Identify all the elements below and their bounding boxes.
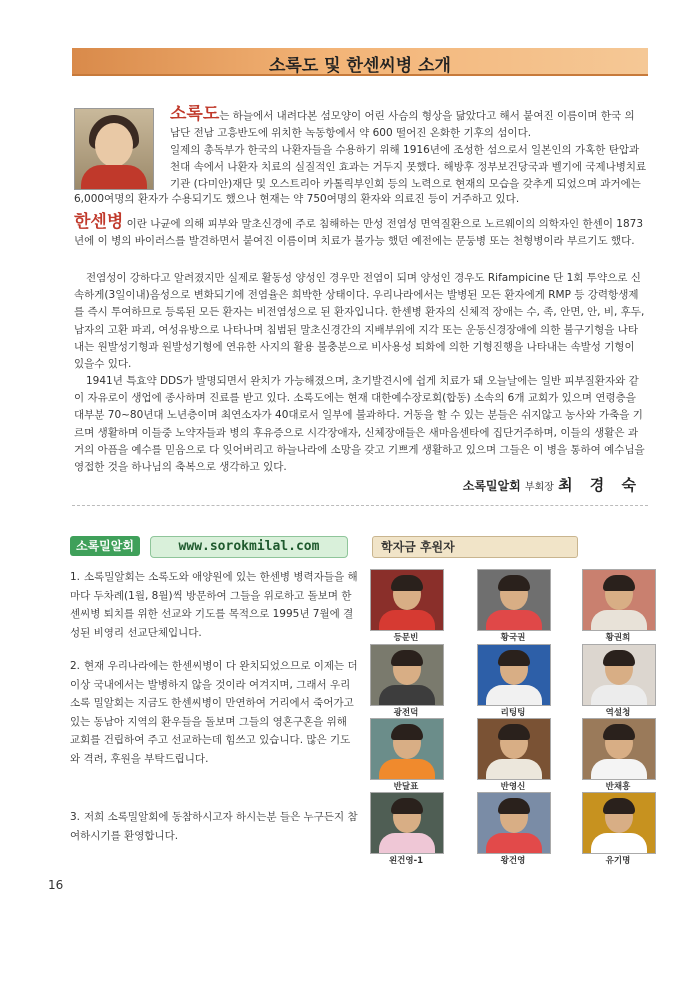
- page-number: 16: [48, 878, 64, 892]
- sponsor-photo: [477, 718, 551, 780]
- sponsor-name: 역설청: [605, 708, 631, 718]
- signature: 소록밀알회 부회장 최 경 숙: [462, 476, 642, 494]
- page-title: 소록도 및 한센씨병 소개: [269, 56, 451, 76]
- page-title-bar: [72, 48, 648, 76]
- org-tag: 소록밀알회: [70, 536, 140, 556]
- sponsor-name: 반영신: [500, 782, 526, 792]
- sponsor-photo: [582, 792, 656, 854]
- sponsor-photo: [370, 644, 444, 706]
- sponsor-photo: [477, 644, 551, 706]
- sponsor-photo: [477, 569, 551, 631]
- sponsor-name: 황권희: [605, 633, 631, 643]
- sponsor-name: 왼건영-1: [388, 856, 424, 866]
- highlight-sorokdo: 소록도: [170, 104, 220, 124]
- author-photo: [74, 108, 154, 190]
- sponsor-name: 등문빈: [393, 633, 419, 643]
- contagion-paragraph: 전염성이 강하다고 알려졌지만 실제로 활동성 양성인 경우만 전염이 되며 양성인 경우도 Rifampicine 단 1회 투약으로 신속하게(3일이내)음성으로 변화되기에 전염율은 희박한 상태이다. 우리나라에서는 발병된 모든 환자에게 RMP 등 강력항생제를 즉시 투여하므로 등록된 모든 환자는 비전염성으로 된 환자입니다. 한센병 환자의 신체적 장애는 수, 족, 안면, 안, 비, 후두, 남자의 고환 파괴, 여성유방으로 나타나며 침범된 말초신경간의 지배부위에 지각 또는 운동신경장애에 의한 불구기형을 나타내는 원발성기형과 원발성기형에 연유한 사지의 활용 불충분으로 비사용성 퇴화에 의한 기형진행을 나타내는 속발성 기형이 있을수 있다.: [74, 272, 645, 371]
- hansen-paragraph: 한센병 이란 나균에 의해 피부와 말초신경에 주로 침해하는 만성 전염성 면역질환으로 노르웨이의 의학자인 한센이 1873년에 이 병의 바이러스를 발견하면서 붙여진 이름이며 치료가 불가능 했던 예전에는 문둥병 또는 천형병이라 부르기도 했다.: [74, 212, 644, 248]
- highlight-hansen: 한센병: [74, 212, 124, 232]
- intro-paragraph-1: 소록도는 하늘에서 내려다본 섬모양이 어린 사슴의 형상을 닮았다고 해서 붙여진 이름이며 한국 의 남단 전남 고흥반도에 위치한 녹동항에서 약 600 떨어진 온화한 기후의 섬이다.: [170, 104, 635, 140]
- list-item: 1. 소록밀알회는 소록도와 애양원에 있는 한센병 병력자들을 해마다 두차례(1월, 8월)씩 방문하여 그들을 위로하고 돌보며 한센씨병 퇴치를 위한 선교와 기도를 목적으로 1995년 7월에 결성된 비영리 선교단체입니다.: [70, 571, 358, 639]
- sponsor-name: 리팅팅: [500, 708, 526, 718]
- sponsor-photo: [370, 569, 444, 631]
- sponsor-name: 광전덕: [393, 708, 419, 718]
- sponsor-name: 반채흥: [605, 782, 631, 792]
- list-item: 3. 저희 소록밀알회에 동참하시고자 하시는분 들은 누구든지 참여하시기를 환영합니다.: [70, 811, 358, 842]
- intro-paragraph-2-end: 6,000여명의 환자가 수용되기도 했으나 현재는 약 750여명의 환자와 의료진 등이 거주하고 있다.: [74, 193, 520, 205]
- intro-paragraph-2a: 일제의 총독부가 한국의 나환자들을 수용하기 위해 1916년에 조성한 섬으로서 일본인의 가혹한 탄압과 천대 속에서 나환자 치료의 실질적인 효과는 거두지 못했다. 해방후 정부보건당국과 벨기에 국제나병치료기관 (다미안)재단 및 오스트리아 카톨릭부인회 등의 노력으로 현재의 모습을 갖추게 되었으며 과거에는: [170, 144, 647, 191]
- sponsor-photo: [582, 644, 656, 706]
- sponsor-name: 반달표: [393, 782, 419, 792]
- section-divider: [72, 505, 648, 506]
- sponsors-tag: 학자금 후원자: [372, 536, 578, 558]
- sponsor-photo: [582, 718, 656, 780]
- sponsor-photo: [477, 792, 551, 854]
- sponsor-photo: [582, 569, 656, 631]
- dds-paragraph: 1941년 특효약 DDS가 발명되면서 완치가 가능해졌으며, 초기발견시에 쉽게 치료가 돼 오늘날에는 일반 피부질환자와 같이 자유로이 생업에 종사하며 진료를 받고 있다. 소록도에는 현재 대한예수장로회(합동) 소속의 6개 교회가 있으며 연령층을 대부분 70~80년대 노년층이며 최연소자가 40대로서 일부에 불과하다. 거동을 할 수 있는 분들은 쉬지않고 농사와 가축을 기르며 생활하며 이들중 노약자들과 병의 후유증으로 시각장애자, 신체장애들은 새마음센타에 집단거주하며, 이들의 생활은 과거의 아픔을 예수를 믿음으로 다 잊어버리고 하늘나라에 소망을 갖고 기쁘게 생활하고 있으며 그들은 이 병을 통하여 예수님을 영접한 것을 하나님의 축복으로 생각하고 있다.: [74, 375, 645, 474]
- sponsor-photo: [370, 792, 444, 854]
- website-link[interactable]: www.sorokmilal.com: [150, 536, 348, 558]
- sponsor-name: 유기명: [605, 856, 631, 866]
- sponsor-photo: [370, 718, 444, 780]
- list-item: 2. 현재 우리나라에는 한센씨병이 다 완치되었으므로 이제는 더 이상 국내에서는 발병하지 않을 것이라 여겨지며, 그래서 우리 소록 밀알회는 지금도 한센씨병이 만연하여 거리에서 죽어가고 있는 동남아 지역의 환우들을 돌보며 그들의 영혼구혼을 위해 교회를 건립하여 주고 선교하는데 힘쓰고 있습니다. 많은 기도와 격려, 후원을 부탁드립니다.: [70, 660, 358, 765]
- sponsor-name: 황국권: [500, 633, 526, 643]
- sponsor-name: 왕건영: [500, 856, 526, 866]
